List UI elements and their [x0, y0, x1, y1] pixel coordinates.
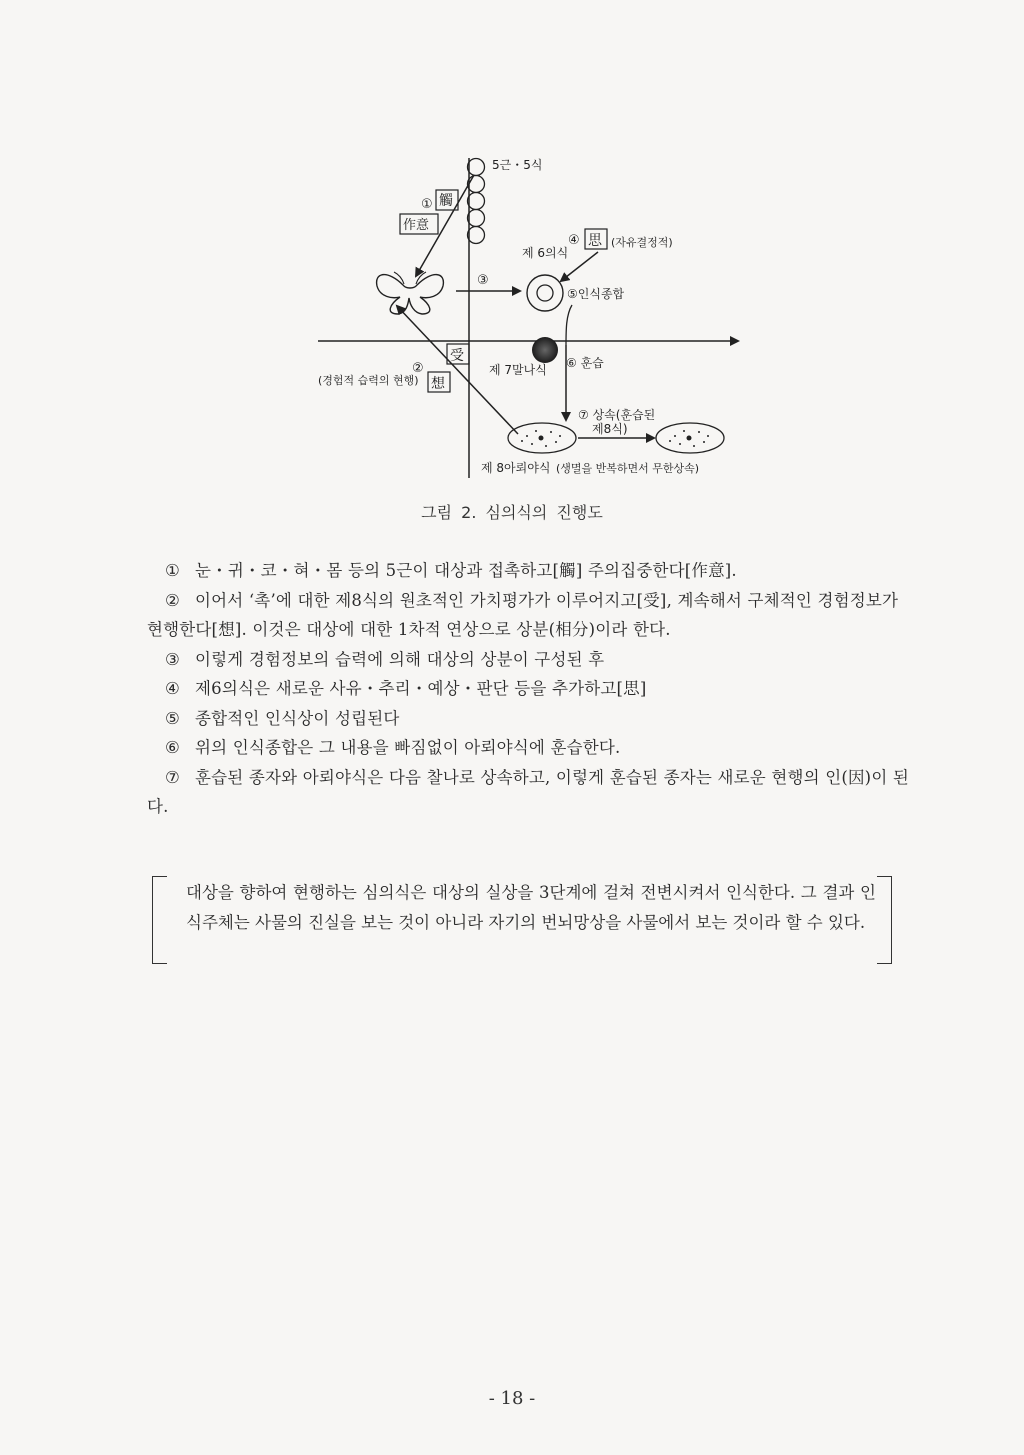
sixth-consciousness-inner [537, 285, 553, 301]
synthesis-label: ⑤인식종합 [567, 287, 625, 301]
sixth-consciousness-outer [527, 275, 563, 311]
feeling-char: 受 [450, 348, 464, 364]
step-item-4: ④ 제6의식은 새로운 사유・추리・예상・판단 등을 추가하고[思] [165, 679, 647, 698]
mind-consciousness-diagram [0, 0, 1024, 500]
sixth-to-seventh-curve [566, 305, 572, 345]
step3-num: ③ [477, 273, 489, 288]
step-item-5: ⑤ 종합적인 인식상이 성립된다 [165, 708, 400, 728]
step-list [147, 556, 917, 822]
summary-text: 대상을 향하여 현행하는 심의식은 대상의 실상을 3단계에 걸쳐 전변시켜서 인식한다. 그 결과 인식주체는 사물의 진실을 보는 것이 아니라 자기의 번뇌망상을 사물에서 보는 것이라 할 수 있다. [186, 883, 876, 932]
butterfly-object-icon [377, 275, 444, 314]
step-item-1: ① 눈・귀・코・혀・몸 등의 5근이 대상과 접촉하고[觸] 주의집중한다[作意]. [165, 561, 737, 580]
summary-box [152, 876, 892, 962]
attention-text: 作意 [403, 218, 430, 233]
five-roots-label: 5근・5식 [492, 158, 543, 172]
step-item-3: ③ 이렇게 경험정보의 습력에 의해 대상의 상분이 구성된 후 [165, 649, 605, 669]
seventh-manas-dark-circle [532, 337, 558, 363]
eighth-note: (생멸을 반복하면서 무한상속) [556, 462, 700, 475]
habit-label: (경험적 습력의 현행) [318, 374, 419, 387]
five-roots-circles [468, 159, 485, 244]
continuation-label: ⑦ 상속(훈습된 [578, 408, 656, 422]
step-item-2: ② 이어서 ‘촉’에 대한 제8식의 원초적인 가치평가가 이루어지고[受], 계속해서 구체적인 경험정보가 현행한다[想]. 이것은 대상에 대한 1차적 연상으로 상분(相分)이라 한다. [147, 590, 899, 639]
thought-char: 思 [588, 233, 602, 249]
figure-caption: 그림 2. 심의식의 진행도 [421, 503, 603, 522]
contact-char: 觸 [439, 193, 453, 209]
step2-num: ② [412, 361, 424, 376]
eighth-label: 제 8아뢰야식 [481, 461, 551, 475]
seventh-label: 제 7말나식 [489, 363, 547, 377]
step1-num: ① [421, 197, 433, 212]
page-number: - 18 - [488, 1388, 536, 1409]
sixth-label: 제 6의식 [522, 246, 569, 260]
free-will-label: (자유결정적) [611, 236, 673, 249]
perfume-label: ⑥ 훈습 [566, 356, 604, 370]
perception-char: 想 [431, 376, 445, 392]
step-item-6: ⑥ 위의 인식종합은 그 내용을 빠짐없이 아뢰야식에 훈습한다. [165, 738, 621, 757]
step4-num: ④ [568, 233, 580, 248]
eighth-close-label: 제8식) [592, 422, 628, 436]
step-item-7: ⑦ 훈습된 종자와 아뢰야식은 다음 찰나로 상속하고, 이렇게 훈습된 종자는 새로운 현행의 인(因)이 된다. [147, 767, 910, 816]
